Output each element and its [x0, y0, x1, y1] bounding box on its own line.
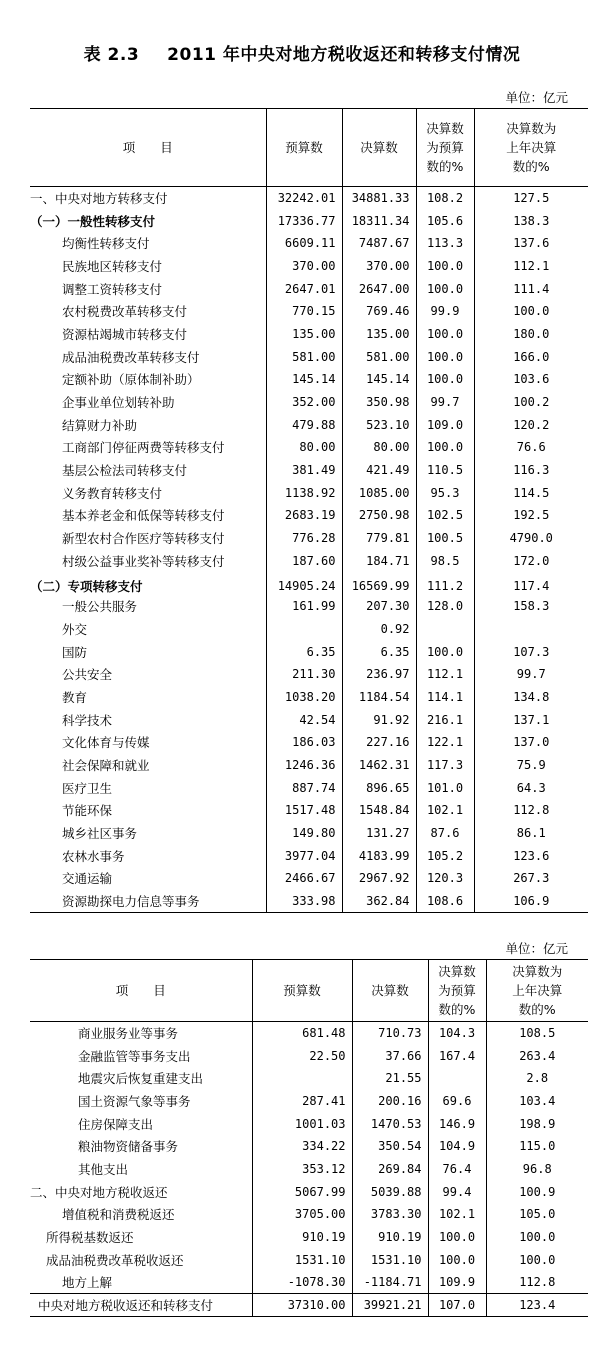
cell-budget: 776.28 [266, 527, 342, 550]
row-name: 资源勘探电力信息等事务 [62, 893, 200, 909]
cell-ratio-prev: 111.4 [474, 277, 588, 300]
cell-budget: 2466.67 [266, 867, 342, 890]
row-name: 金融监管等事务支出 [78, 1048, 191, 1064]
table-row [30, 731, 588, 754]
cell-budget: 353.12 [252, 1158, 352, 1181]
cell-budget: 1038.20 [266, 686, 342, 709]
row-name: 新型农村合作医疗等转移支付 [62, 531, 225, 547]
cell-ratio-prev: 100.0 [474, 300, 588, 323]
cell-budget: 681.48 [252, 1022, 352, 1045]
cell-ratio-prev: 166.0 [474, 345, 588, 368]
table-row [30, 799, 588, 822]
cell-final: 1548.84 [342, 799, 416, 822]
cell-ratio-budget: 100.0 [416, 368, 474, 391]
cell-ratio-budget [428, 1067, 486, 1090]
row-name: 结算财力补助 [62, 417, 138, 433]
cell-ratio-prev: 100.9 [486, 1180, 588, 1203]
row-name: 义务教育转移支付 [62, 485, 163, 501]
row-name: 其他支出 [78, 1161, 129, 1177]
cell-budget: 42.54 [266, 708, 342, 731]
cell-ratio-prev: 123.6 [474, 844, 588, 867]
row-name: 国土资源气象等事务 [78, 1093, 191, 1109]
cell-final: 34881.33 [342, 187, 416, 210]
row-name: 定额补助（原体制补助） [62, 372, 200, 388]
row-name: 二、中央对地方税收返还 [30, 1184, 168, 1200]
cell-final: 2647.00 [342, 277, 416, 300]
cell-budget: 17336.77 [266, 209, 342, 232]
table-row [30, 481, 588, 504]
cell-ratio-prev: 100.2 [474, 391, 588, 414]
cell-final: 370.00 [342, 255, 416, 278]
cell-ratio-prev: 137.6 [474, 232, 588, 255]
cell-ratio-prev: 158.3 [474, 595, 588, 618]
cell-ratio-budget: 108.2 [416, 187, 474, 210]
cell-ratio-budget: 105.2 [416, 844, 474, 867]
cell-budget: 1246.36 [266, 754, 342, 777]
header-ratio-prev: 决算数为 上年决算 数的% [474, 109, 588, 187]
cell-budget: 352.00 [266, 391, 342, 414]
cell-budget: 6609.11 [266, 232, 342, 255]
table-row [30, 391, 588, 414]
cell-budget: 1517.48 [266, 799, 342, 822]
cell-ratio-budget: 100.0 [416, 345, 474, 368]
table-row [30, 618, 588, 641]
cell-final: 1470.53 [352, 1112, 428, 1135]
header-ratio-budget: 决算数 为预算 数的% [428, 960, 486, 1022]
cell-ratio-budget: 109.9 [428, 1271, 486, 1294]
cell-final: 91.92 [342, 708, 416, 731]
cell-final: 779.81 [342, 527, 416, 550]
cell-ratio-prev: 105.0 [486, 1203, 588, 1226]
header-item: 项 目 [30, 109, 266, 187]
cell-ratio-prev: 267.3 [474, 867, 588, 890]
cell-budget: 287.41 [252, 1090, 352, 1113]
cell-budget: 187.60 [266, 550, 342, 573]
cell-final: 184.71 [342, 550, 416, 573]
cell-ratio-budget: 101.0 [416, 776, 474, 799]
total-name: 中央对地方税收返还和转移支付 [30, 1294, 252, 1317]
row-name: 公共安全 [62, 667, 113, 683]
row-name: 商业服务业等事务 [78, 1026, 179, 1042]
cell-ratio-budget: 113.3 [416, 232, 474, 255]
cell-ratio-prev: 127.5 [474, 187, 588, 210]
row-name: 社会保障和就业 [62, 758, 150, 774]
table-row [30, 504, 588, 527]
cell-budget: 2647.01 [266, 277, 342, 300]
cell-budget: 370.00 [266, 255, 342, 278]
cell-final: 135.00 [342, 323, 416, 346]
cell-final: 16569.99 [342, 572, 416, 595]
cell-ratio-budget: 110.5 [416, 459, 474, 482]
cell-budget: 2683.19 [266, 504, 342, 527]
table-row [30, 459, 588, 482]
cell-ratio-prev [474, 618, 588, 641]
cell-final: 145.14 [342, 368, 416, 391]
cell-ratio-prev: 192.5 [474, 504, 588, 527]
header-final: 决算数 [352, 960, 428, 1022]
cell-final: 769.46 [342, 300, 416, 323]
cell-budget [266, 618, 342, 641]
cell-final: 21.55 [352, 1067, 428, 1090]
cell-ratio-budget: 167.4 [428, 1044, 486, 1067]
cell-ratio-prev: 263.4 [486, 1044, 588, 1067]
table-row [30, 1135, 588, 1158]
cell-ratio-budget: 99.4 [428, 1180, 486, 1203]
row-name: 节能环保 [62, 803, 113, 819]
cell-ratio-budget: 98.5 [416, 550, 474, 573]
cell-budget: 334.22 [252, 1135, 352, 1158]
table-row [30, 1090, 588, 1113]
row-name: 企事业单位划转补助 [62, 395, 175, 411]
cell-final: 421.49 [342, 459, 416, 482]
cell-ratio-budget: 146.9 [428, 1112, 486, 1135]
cell-ratio-prev: 4790.0 [474, 527, 588, 550]
cell-budget: 479.88 [266, 413, 342, 436]
cell-ratio-budget: 216.1 [416, 708, 474, 731]
table-row [30, 255, 588, 278]
cell-budget: 6.35 [266, 640, 342, 663]
cell-ratio-prev: 76.6 [474, 436, 588, 459]
cell-ratio-budget: 69.6 [428, 1090, 486, 1113]
cell-budget: 22.50 [252, 1044, 352, 1067]
cell-final: 1531.10 [352, 1248, 428, 1271]
row-name: 医疗卫生 [62, 780, 113, 796]
table-row [30, 1203, 588, 1226]
cell-ratio-budget: 120.3 [416, 867, 474, 890]
cell-ratio-prev: 75.9 [474, 754, 588, 777]
total-row [30, 1294, 588, 1317]
row-name: 农村税费改革转移支付 [62, 304, 188, 320]
cell-budget: 3977.04 [266, 844, 342, 867]
cell-ratio-prev: 107.3 [474, 640, 588, 663]
cell-ratio-budget: 100.0 [428, 1248, 486, 1271]
cell-ratio-budget: 99.9 [416, 300, 474, 323]
cell-final: 227.16 [342, 731, 416, 754]
unit-label-2: 单位：亿元 [505, 941, 568, 956]
cell-ratio-budget: 99.7 [416, 391, 474, 414]
cell-final: 362.84 [342, 890, 416, 913]
cell-ratio-prev: 137.0 [474, 731, 588, 754]
table-row [30, 1248, 588, 1271]
cell-ratio-prev: 103.4 [486, 1090, 588, 1113]
table-row [30, 1044, 588, 1067]
cell-ratio-budget: 105.6 [416, 209, 474, 232]
cell-final: 131.27 [342, 822, 416, 845]
header-budget: 预算数 [266, 109, 342, 187]
cell-ratio-prev: 100.0 [486, 1226, 588, 1249]
table-row [30, 1022, 588, 1045]
table-row [30, 867, 588, 890]
cell-budget [252, 1067, 352, 1090]
table-row [30, 550, 588, 573]
header-budget: 预算数 [252, 960, 352, 1022]
cell-ratio-budget: 117.3 [416, 754, 474, 777]
cell-ratio-budget: 87.6 [416, 822, 474, 845]
cell-final: 200.16 [352, 1090, 428, 1113]
cell-ratio-budget: 100.0 [416, 640, 474, 663]
cell-ratio-prev: 112.8 [486, 1271, 588, 1294]
table-row [30, 572, 588, 595]
cell-ratio-budget: 114.1 [416, 686, 474, 709]
cell-final: 523.10 [342, 413, 416, 436]
cell-ratio-budget: 109.0 [416, 413, 474, 436]
cell-ratio-budget: 76.4 [428, 1158, 486, 1181]
row-name: 基本养老金和低保等转移支付 [62, 508, 225, 524]
cell-ratio-budget: 100.0 [428, 1226, 486, 1249]
cell-final: 6.35 [342, 640, 416, 663]
header-ratio-budget: 决算数 为预算 数的% [416, 109, 474, 187]
row-name: 粮油物资储备事务 [78, 1139, 179, 1155]
unit-label-1: 单位：亿元 [505, 90, 568, 105]
cell-budget: 161.99 [266, 595, 342, 618]
cell-budget: 145.14 [266, 368, 342, 391]
row-name: 调整工资转移支付 [62, 281, 163, 297]
cell-final: 5039.88 [352, 1180, 428, 1203]
cell-final: 910.19 [352, 1226, 428, 1249]
cell-ratio-budget: 102.1 [428, 1203, 486, 1226]
transfer-table-part1 [30, 108, 588, 913]
cell-ratio-budget: 111.2 [416, 572, 474, 595]
cell-ratio-budget: 100.0 [416, 323, 474, 346]
table-row [30, 1226, 588, 1249]
cell-final: 350.54 [352, 1135, 428, 1158]
cell-budget: 149.80 [266, 822, 342, 845]
cell-budget: 770.15 [266, 300, 342, 323]
cell-budget: 381.49 [266, 459, 342, 482]
cell-ratio-budget [416, 618, 474, 641]
cell-budget: 1138.92 [266, 481, 342, 504]
table-number: 表 2.3 [83, 45, 140, 65]
table-row [30, 844, 588, 867]
cell-budget: -1078.30 [252, 1271, 352, 1294]
row-name: 国防 [62, 644, 88, 660]
cell-final: 7487.67 [342, 232, 416, 255]
total-final: 39921.21 [352, 1294, 428, 1317]
cell-ratio-budget: 100.5 [416, 527, 474, 550]
table-row [30, 345, 588, 368]
row-name: 均衡性转移支付 [62, 236, 150, 252]
cell-ratio-prev: 108.5 [486, 1022, 588, 1045]
cell-final: 80.00 [342, 436, 416, 459]
row-name: 工商部门停征两费等转移支付 [62, 440, 225, 456]
table-row [30, 1158, 588, 1181]
cell-final: 4183.99 [342, 844, 416, 867]
cell-ratio-prev: 99.7 [474, 663, 588, 686]
table-row [30, 436, 588, 459]
row-name: 一般公共服务 [62, 599, 138, 615]
table-row [30, 776, 588, 799]
cell-ratio-budget: 95.3 [416, 481, 474, 504]
table-title: 2011 年中央对地方税收返还和转移支付情况 [167, 45, 521, 65]
cell-ratio-prev: 117.4 [474, 572, 588, 595]
cell-ratio-prev: 114.5 [474, 481, 588, 504]
row-name: 住房保障支出 [78, 1116, 154, 1132]
cell-final: 1184.54 [342, 686, 416, 709]
cell-ratio-budget: 122.1 [416, 731, 474, 754]
cell-ratio-budget: 100.0 [416, 277, 474, 300]
cell-final: 207.30 [342, 595, 416, 618]
cell-final: 37.66 [352, 1044, 428, 1067]
cell-final: 2750.98 [342, 504, 416, 527]
cell-final: -1184.71 [352, 1271, 428, 1294]
cell-ratio-prev: 180.0 [474, 323, 588, 346]
cell-final: 350.98 [342, 391, 416, 414]
cell-ratio-budget: 100.0 [416, 255, 474, 278]
cell-ratio-budget: 102.5 [416, 504, 474, 527]
table-row [30, 1112, 588, 1135]
cell-final: 0.92 [342, 618, 416, 641]
cell-ratio-prev: 134.8 [474, 686, 588, 709]
cell-ratio-prev: 120.2 [474, 413, 588, 436]
cell-final: 269.84 [352, 1158, 428, 1181]
row-name: （二）专项转移支付 [30, 578, 143, 594]
cell-budget: 333.98 [266, 890, 342, 913]
table-row [30, 640, 588, 663]
cell-ratio-prev: 137.1 [474, 708, 588, 731]
cell-final: 2967.92 [342, 867, 416, 890]
cell-final: 1085.00 [342, 481, 416, 504]
row-name: 民族地区转移支付 [62, 258, 163, 274]
row-name: 增值税和消费税返还 [62, 1207, 175, 1223]
cell-ratio-prev: 198.9 [486, 1112, 588, 1135]
row-name: 科学技术 [62, 712, 113, 728]
cell-final: 236.97 [342, 663, 416, 686]
cell-ratio-prev: 86.1 [474, 822, 588, 845]
cell-budget: 32242.01 [266, 187, 342, 210]
table-row [30, 368, 588, 391]
cell-ratio-prev: 96.8 [486, 1158, 588, 1181]
row-name: 文化体育与传媒 [62, 735, 150, 751]
cell-ratio-prev: 100.0 [486, 1248, 588, 1271]
cell-budget: 3705.00 [252, 1203, 352, 1226]
table-row [30, 595, 588, 618]
cell-ratio-prev: 64.3 [474, 776, 588, 799]
row-name: 成品油税费改革转移支付 [62, 349, 200, 365]
row-name: 交通运输 [62, 871, 113, 887]
cell-budget: 186.03 [266, 731, 342, 754]
cell-budget: 80.00 [266, 436, 342, 459]
cell-ratio-budget: 108.6 [416, 890, 474, 913]
table-row [30, 1271, 588, 1294]
table-row [30, 232, 588, 255]
cell-final: 1462.31 [342, 754, 416, 777]
table-row [30, 663, 588, 686]
table-row [30, 708, 588, 731]
cell-ratio-budget: 102.1 [416, 799, 474, 822]
page-title [0, 40, 604, 65]
header-ratio-prev: 决算数为 上年决算 数的% [486, 960, 588, 1022]
cell-ratio-prev: 172.0 [474, 550, 588, 573]
table-row [30, 323, 588, 346]
table-row [30, 527, 588, 550]
cell-budget: 5067.99 [252, 1180, 352, 1203]
table-row [30, 209, 588, 232]
row-name: 基层公检法司转移支付 [62, 463, 188, 479]
cell-ratio-budget: 112.1 [416, 663, 474, 686]
cell-ratio-prev: 103.6 [474, 368, 588, 391]
table-row [30, 300, 588, 323]
row-name: 一、中央对地方转移支付 [30, 191, 168, 207]
cell-ratio-prev: 106.9 [474, 890, 588, 913]
row-name: 村级公益事业奖补等转移支付 [62, 553, 225, 569]
row-name: 城乡社区事务 [62, 826, 138, 842]
cell-ratio-prev: 115.0 [486, 1135, 588, 1158]
table-row [30, 754, 588, 777]
total-ratio-prev: 123.4 [486, 1294, 588, 1317]
cell-ratio-prev: 112.8 [474, 799, 588, 822]
table-row [30, 413, 588, 436]
table-row [30, 686, 588, 709]
table-row [30, 890, 588, 913]
row-name: 成品油税费改革税收返还 [46, 1252, 184, 1268]
cell-budget: 211.30 [266, 663, 342, 686]
cell-ratio-budget: 104.9 [428, 1135, 486, 1158]
transfer-table-part2 [30, 959, 588, 1317]
header-final: 决算数 [342, 109, 416, 187]
cell-final: 581.00 [342, 345, 416, 368]
cell-budget: 910.19 [252, 1226, 352, 1249]
row-name: 地方上解 [62, 1275, 113, 1291]
cell-ratio-prev: 2.8 [486, 1067, 588, 1090]
cell-budget: 887.74 [266, 776, 342, 799]
cell-final: 710.73 [352, 1022, 428, 1045]
cell-final: 896.65 [342, 776, 416, 799]
table-row [30, 187, 588, 210]
row-name: 农林水事务 [62, 848, 125, 864]
cell-ratio-prev: 138.3 [474, 209, 588, 232]
row-name: 教育 [62, 689, 88, 705]
cell-ratio-budget: 100.0 [416, 436, 474, 459]
table-row [30, 277, 588, 300]
table-row [30, 1067, 588, 1090]
cell-budget: 1531.10 [252, 1248, 352, 1271]
cell-ratio-budget: 104.3 [428, 1022, 486, 1045]
cell-budget: 135.00 [266, 323, 342, 346]
row-name: 地震灾后恢复重建支出 [78, 1071, 204, 1087]
cell-ratio-prev: 112.1 [474, 255, 588, 278]
total-budget: 37310.00 [252, 1294, 352, 1317]
table-row [30, 822, 588, 845]
cell-budget: 14905.24 [266, 572, 342, 595]
cell-final: 18311.34 [342, 209, 416, 232]
cell-final: 3783.30 [352, 1203, 428, 1226]
cell-ratio-budget: 128.0 [416, 595, 474, 618]
row-name: 外交 [62, 621, 88, 637]
total-ratio-budget: 107.0 [428, 1294, 486, 1317]
row-name: 所得税基数返还 [46, 1230, 134, 1246]
row-name: （一）一般性转移支付 [30, 213, 156, 229]
header-item: 项 目 [30, 960, 252, 1022]
row-name: 资源枯竭城市转移支付 [62, 326, 188, 342]
cell-budget: 1001.03 [252, 1112, 352, 1135]
table-row [30, 1180, 588, 1203]
cell-ratio-prev: 116.3 [474, 459, 588, 482]
cell-budget: 581.00 [266, 345, 342, 368]
